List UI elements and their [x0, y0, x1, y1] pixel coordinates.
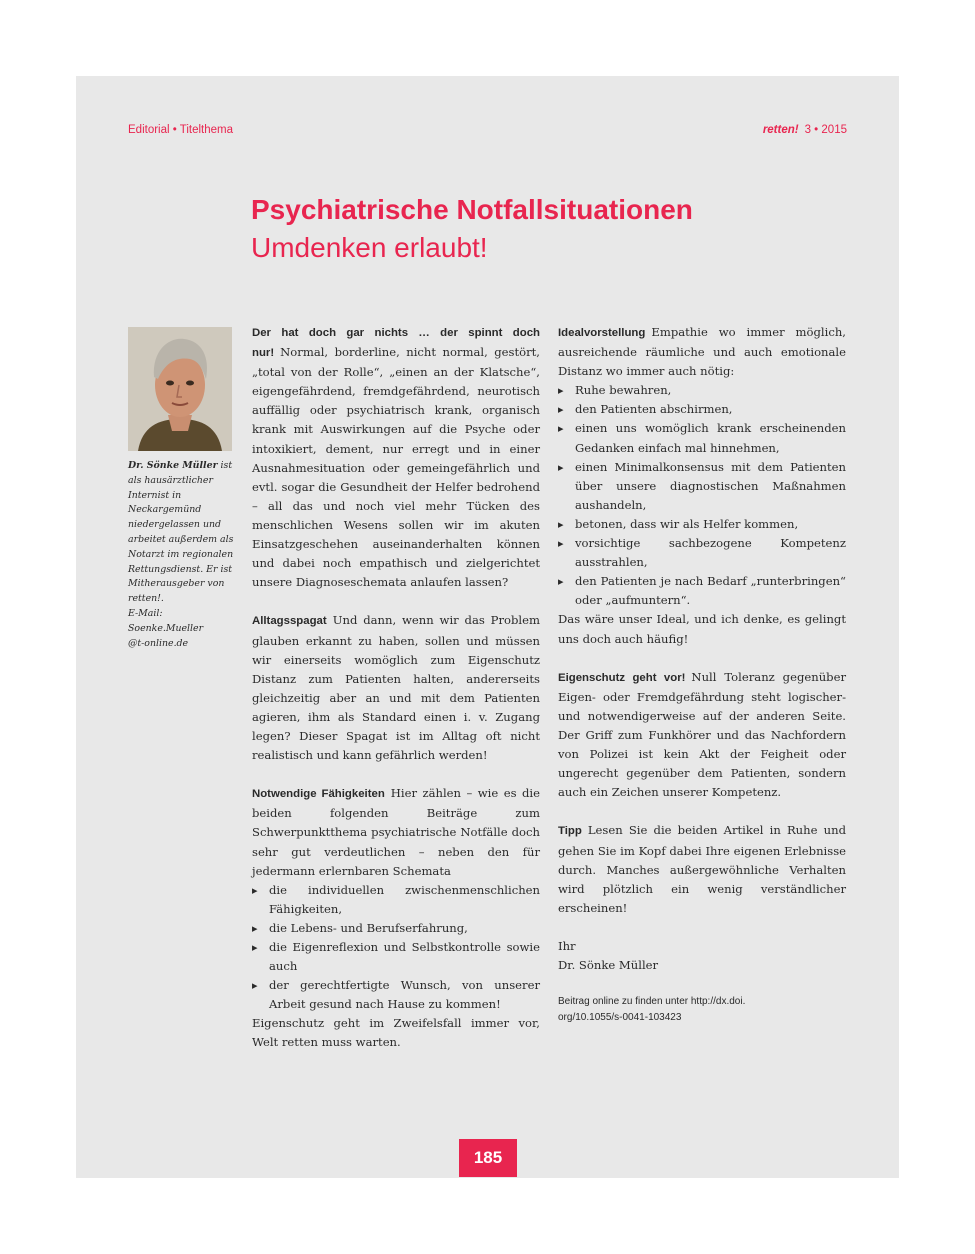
- list-item: ▸ einen Minimalkonsensus mit dem Patienten über unsere diagnostischen Maßnahmen aushandeln,: [558, 458, 846, 515]
- paragraph-lead: Eigenschutz geht vor!: [558, 671, 686, 684]
- paragraph: Alltagsspagat Und dann, wenn wir das Problem glauben erkannt zu haben, sollen und müssen wir einerseits womöglich zum Eigenschutz Distanz zum Patienten halten, andererseits gleichzeitig aber an und mit dem Patienten agieren, ihm als Standard einen i. v. Zugang legen? Dieser Spagat ist im Alltag oft nicht realistisch und kann gefährlich werden!: [252, 613, 540, 763]
- bio-text: ist als hausärztlicher Internist in Neckargemünd niedergelassen und arbeitet außerdem als Notarzt im regionalen Rettungsdienst. Er ist Mitherausgeber von retten!.: [128, 460, 234, 605]
- list-item: ▸ betonen, dass wir als Helfer kommen,: [558, 515, 846, 534]
- list-item: ▸ den Patienten abschirmen,: [558, 400, 846, 419]
- section-label: Editorial • Titelthema: [128, 124, 234, 136]
- page-title: Psychiatrische Notfallsituationen: [251, 194, 693, 225]
- paragraph: Tipp Lesen Sie die beiden Artikel in Ruhe und gehen Sie im Kopf dabei Ihre eigenen Erlebnisse durch. Manches außergewöhnliche Verhalten wird plötzlich ein wenig verständlicher erscheinen!: [558, 823, 846, 915]
- list-item: ▸ der gerechtfertigte Wunsch, von unserer Arbeit gesund nach Hause zu kommen!: [252, 976, 540, 1014]
- bullet-list: [252, 881, 540, 1015]
- bullet-list: [558, 381, 846, 610]
- paragraph-lead: Der hat doch gar nichts … der spinnt doch nur!: [252, 327, 540, 360]
- bio-email-label: E-Mail: Soenke.Mueller: [128, 607, 204, 634]
- paragraph-lead: Notwendige Fähigkeiten: [252, 788, 385, 801]
- list-item: ▸ den Patienten je nach Bedarf „runterbringen“ oder „aufmuntern“.: [558, 572, 846, 610]
- page-number: 185: [459, 1139, 517, 1177]
- issue-number: 3 • 2015: [804, 124, 847, 136]
- list-item: ▸ die individuellen zwischenmenschlichen Fähigkeiten,: [252, 881, 540, 919]
- list-item: ▸ Ruhe bewahren,: [558, 381, 846, 400]
- paragraph-lead: Idealvorstellung: [558, 327, 646, 339]
- issue-label: [763, 124, 847, 136]
- online-note: [558, 994, 778, 1026]
- paragraph: Notwendige Fähigkeiten Hier zählen – wie es die beiden folgenden Beiträge zum Schwerpunktthema psychiatrische Notfälle doch sehr gut verdeutlichen – neben den für jedermann erlernbaren Schemata: [252, 786, 540, 878]
- paragraph-lead: Alltagsspagat: [252, 615, 327, 628]
- closing: Ihr: [558, 939, 576, 953]
- online-note-line1: Beitrag online zu finden unter http://dx.doi.: [558, 996, 746, 1007]
- bio-name: Dr. Sönke Müller: [128, 460, 218, 471]
- list-item: ▸ einen uns womöglich krank erscheinenden Gedanken einfach mal hinnehmen,: [558, 419, 846, 457]
- list-item: ▸ die Lebens- und Berufserfahrung,: [252, 919, 540, 938]
- signature: Dr. Sönke Müller: [558, 958, 659, 973]
- author-bio: [128, 459, 238, 651]
- paragraph: Idealvorstellung Empathie wo immer möglich, ausreichende räumliche und auch emotionale Distanz wo immer auch nötig:: [558, 325, 846, 379]
- paragraph: Eigenschutz geht im Zweifelsfall immer vor, Welt retten muss warten.: [252, 1016, 540, 1050]
- text-column-left: [252, 323, 540, 1053]
- list-item: ▸ die Eigenreflexion und Selbstkontrolle sowie auch: [252, 938, 540, 976]
- doi-link[interactable]: org/10.1055/s-0041-103423: [558, 1012, 682, 1023]
- page: [76, 76, 899, 1178]
- paragraph: Der hat doch gar nichts … der spinnt doch nur! Normal, borderline, nicht normal, gestört, „total von der Rolle“, „einen an der Klatsche“, eigengefährdend, fremdgefährdend, neurotisch auffällig oder psychiatrisch krank, organisch krank mit Auswirkungen auf die Psyche oder intoxikiert, dement, nur erregt und in einer Ausnahmesituation oder gemeingefährlich und evtl. sogar die Gesundheit der Helfer bedrohend – all das und noch viel mehr Tücken des menschlichen Wesens sollen wir im akuten Einsatzgeschehen auseinanderhalten können und dabei noch empathisch und zielgerichtet unsere Diagnoseschemata anlaufen lassen?: [252, 327, 540, 590]
- paragraph: Das wäre unser Ideal, und ich denke, es gelingt uns doch auch häufig!: [558, 612, 846, 646]
- page-subtitle: Umdenken erlaubt!: [251, 232, 488, 263]
- list-item: ▸ vorsichtige sachbezogene Kompetenz ausstrahlen,: [558, 534, 846, 572]
- bio-email-domain: @t-online.de: [128, 637, 189, 649]
- text-column-right: [558, 323, 846, 975]
- paragraph: Eigenschutz geht vor! Null Toleranz gegenüber Eigen- oder Fremdgefährdung steht logischer- und notwendigerweise auf der anderen Seite. Der Griff zum Funkhörer und das Nachfordern von Polizei ist kein Akt der Feigheit oder ungerecht gegenüber dem Patienten, sondern auch ein Zeichen unserer Kompetenz.: [558, 669, 846, 800]
- paragraph-lead: Tipp: [558, 825, 582, 838]
- author-portrait-icon: [128, 327, 232, 451]
- magazine-brand: retten!: [762, 124, 799, 136]
